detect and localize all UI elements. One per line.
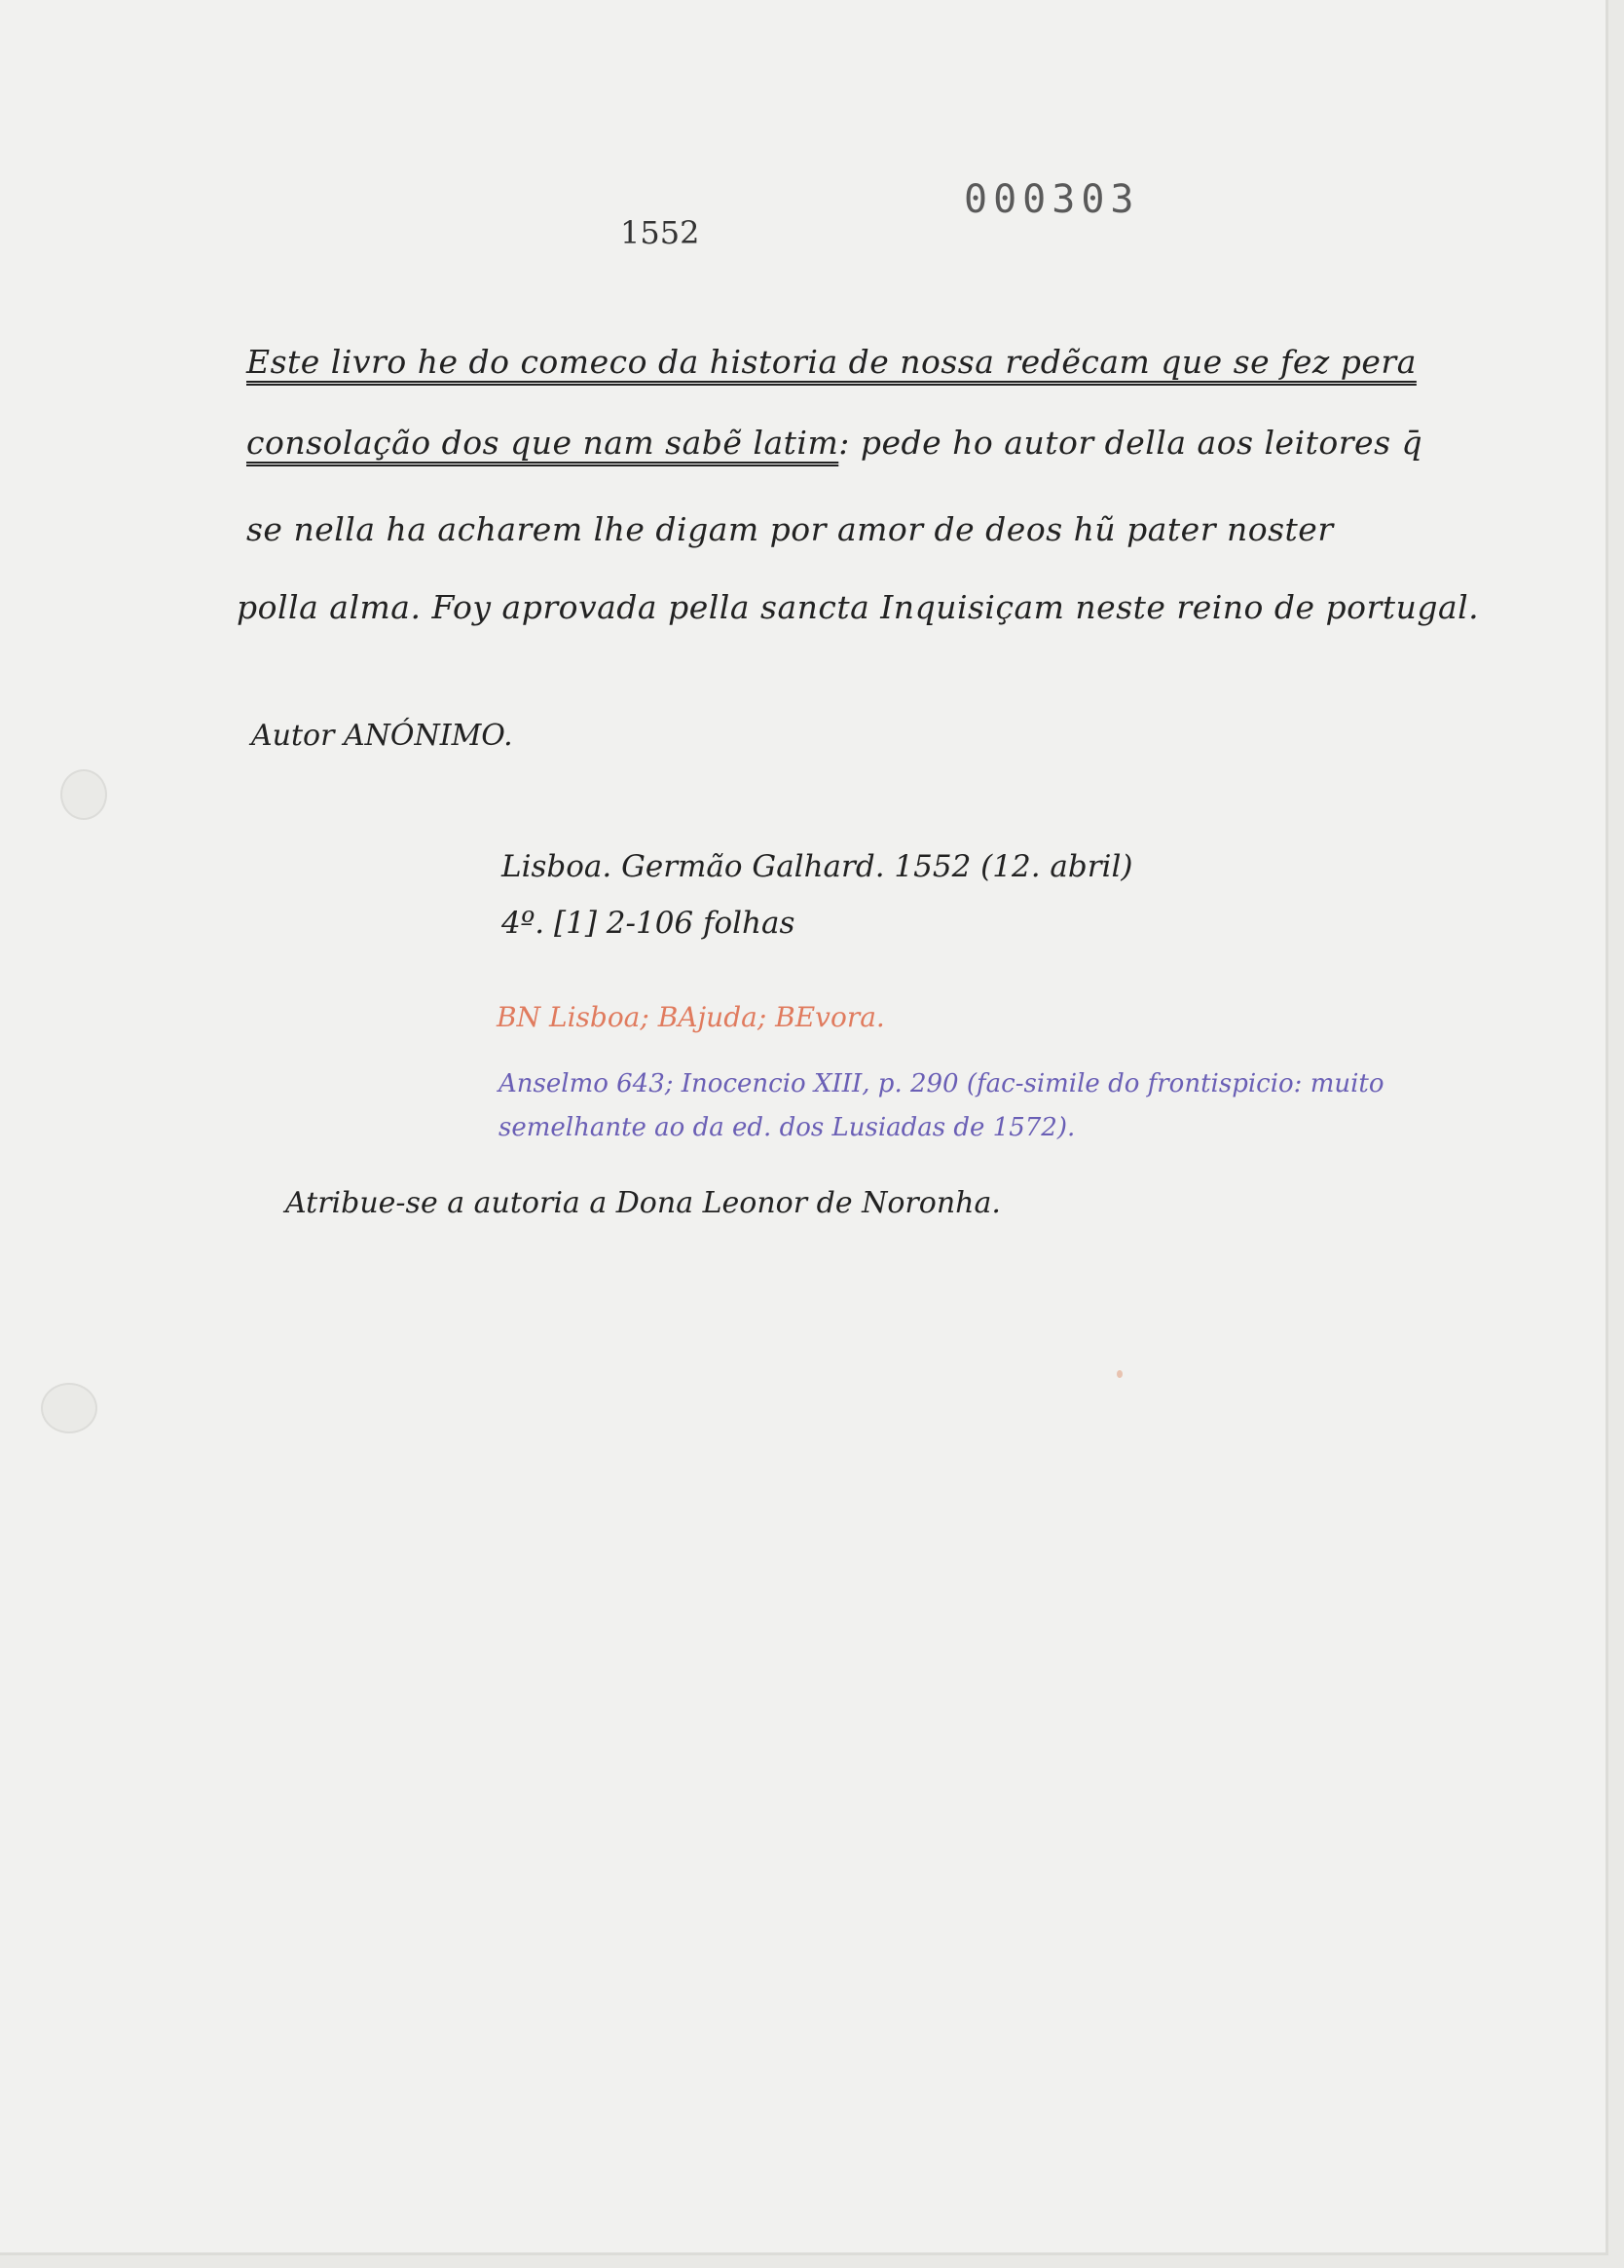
title-line-3: se nella ha acharem lhe digam por amor de deos hũ pater noster bbox=[246, 510, 1334, 548]
title-underlined-phrase: consolação dos que nam sabẽ latim bbox=[246, 424, 839, 462]
punch-hole-mark bbox=[60, 769, 107, 820]
author-line: Autor ANÓNIMO. bbox=[251, 719, 513, 753]
library-holdings: BN Lisboa; BAjuda; BEvora. bbox=[497, 1001, 885, 1033]
title-line-4: polla alma. Foy aprovada pella sancta Inquisiçam neste reino de portugal. bbox=[237, 588, 1480, 626]
title-line-2 bbox=[246, 424, 1422, 462]
imprint-line-2: 4º. [1] 2-106 folhas bbox=[501, 906, 795, 941]
title-line-2-rest: : pede ho autor della aos leitores q̄ bbox=[838, 424, 1423, 462]
title-line-1: Este livro he do comeco da historia de nossa redẽcam que se fez pera bbox=[246, 343, 1417, 381]
attribution-line: Atribue-se a autoria a Dona Leonor de Noronha. bbox=[285, 1186, 1001, 1220]
punch-hole-mark bbox=[41, 1383, 97, 1433]
references-line-2: semelhante ao da ed. dos Lusiadas de 1572). bbox=[498, 1113, 1076, 1142]
stamp-number: 000303 bbox=[964, 177, 1140, 222]
ink-speck bbox=[1117, 1370, 1123, 1378]
references-line-1: Anselmo 643; Inocencio XIII, p. 290 (fac-simile do frontispicio: muito bbox=[498, 1069, 1384, 1098]
year-heading: 1552 bbox=[620, 214, 700, 251]
imprint-line-1: Lisboa. Germão Galhard. 1552 (12. abril) bbox=[501, 849, 1133, 884]
